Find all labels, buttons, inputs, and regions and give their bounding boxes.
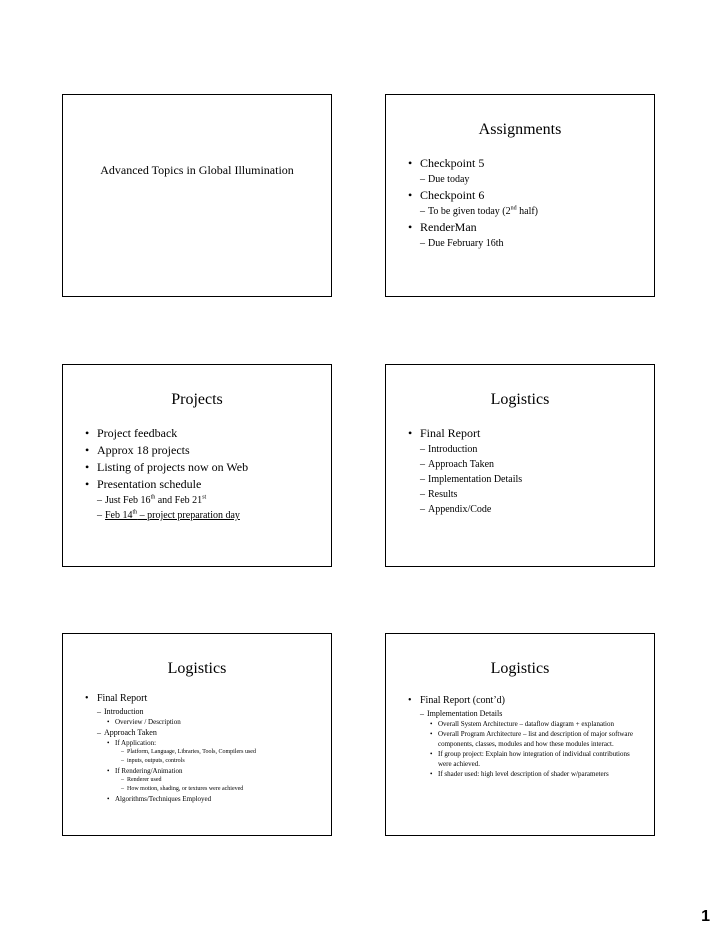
slide-title: Logistics (490, 391, 550, 408)
slide-projects (62, 364, 332, 567)
bullet-item: • Final Report (408, 425, 644, 442)
sub-sub-bullet-item: • If Application: (85, 738, 321, 748)
sub-bullet-item: – Implementation Details (420, 474, 523, 485)
sub-sub-bullet-item: • If shader used: high level description of shader w/parameters (408, 769, 644, 779)
slide-logistics-3 (385, 633, 655, 836)
slide-title: Assignments (478, 121, 562, 138)
sub-sub-bullet-item: • If group project: Explain how integration of individual contributions were achieved. (408, 749, 644, 769)
detail-item: – Platform, Language, Libraries, Tools, Compilers used (121, 749, 256, 755)
sub-sub-bullet-item: • Overview / Description (85, 717, 321, 727)
sub-bullet-item: – To be given today (2nd half) (420, 205, 539, 217)
bullet-list (85, 692, 321, 804)
bullet-item: • Project feedback (85, 425, 321, 442)
bullet-list (408, 425, 644, 517)
slide-title: Projects (171, 391, 223, 408)
bullet-list (85, 425, 321, 523)
slide-logistics-2 (62, 633, 332, 836)
sub-bullet-item: – Just Feb 16th and Feb 21st (97, 494, 207, 506)
bullet-item: • Final Report (85, 692, 321, 706)
sub-bullet-item: – Approach Taken (420, 459, 495, 470)
sub-sub-bullet-item: • Overall System Architecture – dataflow diagram + explanation (408, 719, 644, 729)
sub-bullet-item: – Implementation Details (420, 709, 503, 718)
slide-title-text: Advanced Topics in Global Illumination (100, 163, 294, 177)
bullet-item: • Final Report (cont’d) (408, 694, 644, 708)
sub-bullet-item: – Results (420, 489, 458, 500)
bullet-item: • RenderMan (408, 219, 644, 236)
bullet-item: • Checkpoint 5 (408, 155, 644, 172)
slide-title: Logistics (167, 660, 227, 677)
sub-sub-bullet-item: • Overall Program Architecture – list and description of major software components, classes, modules and how these modules interact. (408, 729, 644, 749)
bullet-list (408, 155, 644, 251)
sub-bullet-item: – Appendix/Code (420, 504, 492, 515)
detail-item: – Renderer used (121, 777, 162, 783)
detail-item: – inputs, outputs, controls (121, 758, 185, 764)
slide-logistics-1 (385, 364, 655, 567)
sub-bullet-item: – Introduction (420, 444, 478, 455)
sub-sub-bullet-item: • If Rendering/Animation (85, 766, 321, 776)
sub-bullet-item: – Due February 16th (420, 238, 504, 249)
sub-sub-bullet-item: • Algorithms/Techniques Employed (85, 794, 321, 804)
sub-bullet-item: – Feb 14th – project preparation day (97, 509, 240, 521)
slide-assignments (385, 94, 655, 297)
slide-title-advanced-topics (62, 94, 332, 297)
bullet-item: • Listing of projects now on Web (85, 459, 321, 476)
page-number: 1 (701, 908, 710, 925)
bullet-item: • Approx 18 projects (85, 442, 321, 459)
sub-bullet-item: – Introduction (97, 707, 144, 716)
sub-bullet-item: – Due today (420, 174, 470, 185)
slide-title: Logistics (490, 660, 550, 677)
bullet-list (408, 694, 644, 779)
sub-bullet-item: – Approach Taken (97, 728, 157, 737)
bullet-item: • Checkpoint 6 (408, 187, 644, 204)
bullet-item: • Presentation schedule (85, 476, 321, 493)
detail-item: – How motion, shading, or textures were achieved (121, 786, 244, 792)
